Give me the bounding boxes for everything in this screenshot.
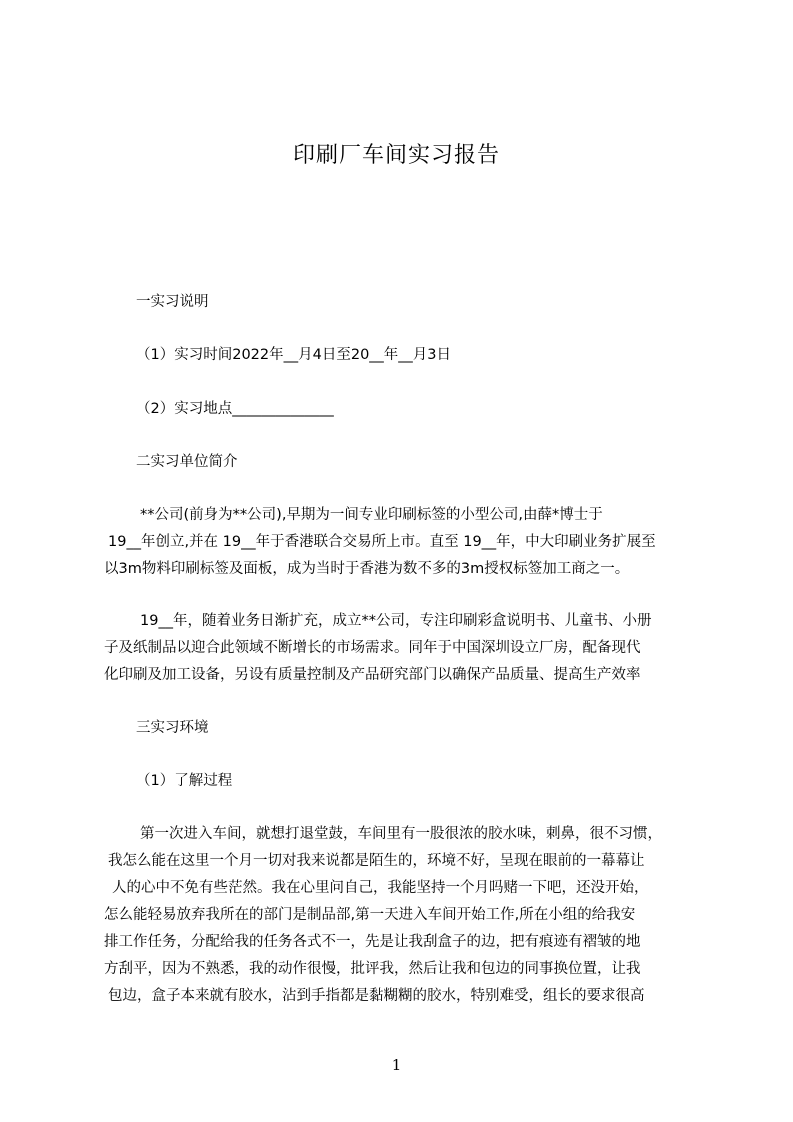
- internship-time: （1）实习时间2022年__月4日至20__年__月3日: [136, 347, 452, 363]
- paragraph-line: **公司(前身为**公司),早期为一间专业印刷标签的小型公司,由薛*博士于: [140, 507, 603, 523]
- paragraph-line: 包边，盒子本来就有胶水，沾到手指都是黏糊糊的胶水，特别难受，组长的要求很高: [108, 988, 645, 1004]
- paragraph-line: 子及纸制品以迎合此领域不断增长的市场需求。同年于中国深圳设立厂房，配备现代: [104, 640, 641, 656]
- document-title: 印刷厂车间实习报告: [292, 143, 500, 168]
- paragraph-line: 化印刷及加工设备，另设有质量控制及产品研究部门以确保产品质量、提高生产效率: [104, 667, 641, 683]
- section-heading-internship-description: 一实习说明: [136, 294, 209, 310]
- paragraph-line: 方刮平，因为不熟悉，我的动作很慢，批评我，然后让我和包边的同事换位置，让我: [104, 961, 641, 977]
- paragraph-line: 排工作任务，分配给我的任务各式不一，先是让我刮盒子的边，把有痕迹有褶皱的地: [104, 934, 641, 950]
- paragraph-line: 怎么能轻易放弃我所在的部门是制品部,第一天进入车间开始工作,所在小组的给我安: [104, 907, 636, 923]
- section-heading-environment: 三实习环境: [136, 720, 209, 736]
- internship-location: （2）实习地点______________: [136, 401, 334, 417]
- page-number: 1: [391, 1056, 402, 1074]
- paragraph-line: 人的心中不免有些茫然。我在心里问自己，我能坚持一个月吗赌一下吧，还没开始，: [112, 880, 649, 896]
- paragraph-line: 以3m物料印刷标签及面板，成为当时于香港为数不多的3m授权标签加工商之一。: [104, 561, 630, 577]
- paragraph-line: 第一次进入车间，就想打退堂鼓，车间里有一股很浓的胶水味，刺鼻，很不习惯，: [140, 826, 662, 842]
- paragraph-line: 我怎么能在这里一个月一切对我来说都是陌生的，环境不好，呈现在眼前的一幕幕让: [108, 853, 645, 869]
- section-heading-company-intro: 二实习单位简介: [136, 454, 238, 470]
- paragraph-line: 19__年创立,并在 19__年于香港联合交易所上市。直至 19__年，中大印刷业务扩展至: [108, 534, 656, 550]
- subsection-heading-process: （1）了解过程: [136, 773, 233, 789]
- paragraph-line: 19__年，随着业务日渐扩充，成立**公司，专注印刷彩盒说明书、儿童书、小册: [140, 613, 652, 629]
